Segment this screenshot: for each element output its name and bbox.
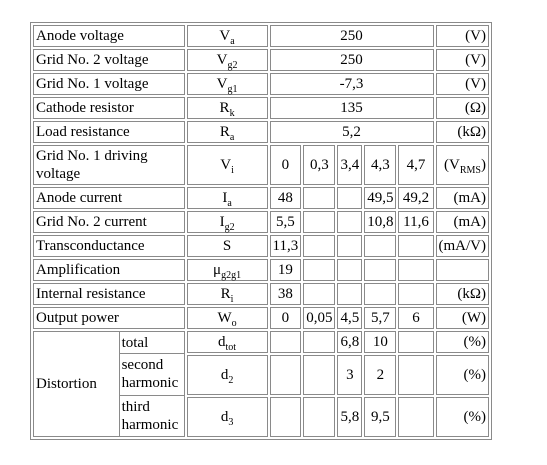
value-cell: 3: [337, 355, 362, 395]
value-cell: 11,3: [270, 235, 302, 257]
value-cell: 0: [270, 307, 302, 329]
value-cell: [364, 259, 396, 281]
parameter-symbol: $V_{g1}$: [187, 73, 268, 95]
value-cell: 5,7: [364, 307, 396, 329]
value-cell: [398, 331, 433, 353]
parameter-unit: (%): [436, 397, 490, 437]
table-row: [33, 235, 489, 257]
value-cell: 49,2: [398, 187, 433, 209]
value-cell: [303, 259, 335, 281]
table-row: [33, 307, 489, 329]
parameter-unit: (kΩ): [436, 283, 490, 305]
value-cell: [303, 331, 335, 353]
parameter-name: Amplification: [33, 259, 185, 281]
parameter-unit: (mA/V): [436, 235, 490, 257]
parameter-name: Grid No. 2 current: [33, 211, 185, 233]
parameter-value: 250: [270, 49, 434, 71]
value-cell: 19: [270, 259, 302, 281]
parameter-unit: (mA): [436, 211, 490, 233]
value-cell: 48: [270, 187, 302, 209]
table-row: [33, 331, 489, 353]
parameter-symbol: $I_a$: [187, 187, 268, 209]
parameter-name: Cathode resistor: [33, 97, 185, 119]
value-cell: [303, 187, 335, 209]
parameter-value: -7,3: [270, 73, 434, 95]
tube-specification-table: [30, 22, 492, 440]
parameter-unit: (V): [436, 25, 490, 47]
value-cell: [270, 397, 302, 437]
parameter-symbol: $d_{tot}$: [187, 331, 268, 353]
parameter-unit: (%): [436, 331, 490, 353]
parameter-symbol: $I_{g2}$: [187, 211, 268, 233]
table-row: [33, 283, 489, 305]
value-cell: [398, 283, 433, 305]
value-cell: 38: [270, 283, 302, 305]
value-cell: 4,3: [364, 145, 396, 185]
value-cell: 6: [398, 307, 433, 329]
table-row: [33, 145, 489, 185]
value-cell: 0,3: [303, 145, 335, 185]
value-cell: 4,5: [337, 307, 362, 329]
value-cell: [270, 355, 302, 395]
parameter-symbol: $W_o$: [187, 307, 268, 329]
value-cell: 6,8: [337, 331, 362, 353]
value-cell: [303, 283, 335, 305]
table-row: [33, 97, 489, 119]
parameter-symbol: $\mu_{g2g1}$: [187, 259, 268, 281]
value-cell: [270, 331, 302, 353]
parameter-symbol: $d_3$: [187, 397, 268, 437]
table-row: [33, 121, 489, 143]
value-cell: [398, 259, 433, 281]
parameter-name: Transconductance: [33, 235, 185, 257]
value-cell: [398, 235, 433, 257]
value-cell: [398, 397, 433, 437]
table-row: [33, 25, 489, 47]
parameter-symbol: $R_k$: [187, 97, 268, 119]
value-cell: 3,4: [337, 145, 362, 185]
parameter-name: Output power: [33, 307, 185, 329]
value-cell: [337, 235, 362, 257]
parameter-value: 135: [270, 97, 434, 119]
parameter-unit: $(V_{RMS})$: [436, 145, 490, 185]
parameter-value: 5,2: [270, 121, 434, 143]
value-cell: [337, 211, 362, 233]
value-cell: [337, 187, 362, 209]
parameter-name: Grid No. 1 driving voltage: [33, 145, 185, 185]
table-row: [33, 211, 489, 233]
value-cell: [398, 355, 433, 395]
value-cell: 11,6: [398, 211, 433, 233]
value-cell: [337, 259, 362, 281]
parameter-symbol: $d_2$: [187, 355, 268, 395]
table-row: [33, 49, 489, 71]
table-row: [33, 187, 489, 209]
table-row: [33, 259, 489, 281]
parameter-unit: (%): [436, 355, 490, 395]
parameter-unit: [436, 259, 490, 281]
parameter-name: Internal resistance: [33, 283, 185, 305]
parameter-unit: (W): [436, 307, 490, 329]
distortion-sub-name: total: [119, 332, 184, 354]
parameter-name: Grid No. 2 voltage: [33, 49, 185, 71]
distortion-sub-name: third harmonic: [119, 395, 184, 436]
parameter-value: 250: [270, 25, 434, 47]
value-cell: [303, 355, 335, 395]
value-cell: [337, 283, 362, 305]
value-cell: 2: [364, 355, 396, 395]
parameter-symbol: $V_a$: [187, 25, 268, 47]
parameter-symbol: $V_{g2}$: [187, 49, 268, 71]
table-row: [33, 73, 489, 95]
distortion-sub-name: second harmonic: [119, 354, 184, 395]
value-cell: 5,5: [270, 211, 302, 233]
parameter-symbol: S: [187, 235, 268, 257]
value-cell: 10,8: [364, 211, 396, 233]
parameter-unit: (V): [436, 73, 490, 95]
value-cell: [303, 235, 335, 257]
value-cell: 9,5: [364, 397, 396, 437]
distortion-label: Distortion: [36, 376, 97, 392]
value-cell: [364, 235, 396, 257]
parameter-symbol: $V_i$: [187, 145, 268, 185]
distortion-group: [33, 331, 185, 437]
parameter-unit: (kΩ): [436, 121, 490, 143]
parameter-unit: (Ω): [436, 97, 490, 119]
value-cell: 0: [270, 145, 302, 185]
parameter-symbol: $R_a$: [187, 121, 268, 143]
value-cell: 4,7: [398, 145, 433, 185]
value-cell: [303, 397, 335, 437]
value-cell: [303, 211, 335, 233]
value-cell: 0,05: [303, 307, 335, 329]
parameter-unit: (mA): [436, 187, 490, 209]
parameter-name: Anode voltage: [33, 25, 185, 47]
value-cell: 10: [364, 331, 396, 353]
value-cell: 49,5: [364, 187, 396, 209]
value-cell: 5,8: [337, 397, 362, 437]
value-cell: [364, 283, 396, 305]
parameter-unit: (V): [436, 49, 490, 71]
parameter-name: Load resistance: [33, 121, 185, 143]
parameter-symbol: $R_i$: [187, 283, 268, 305]
parameter-name: Anode current: [33, 187, 185, 209]
parameter-name: Grid No. 1 voltage: [33, 73, 185, 95]
